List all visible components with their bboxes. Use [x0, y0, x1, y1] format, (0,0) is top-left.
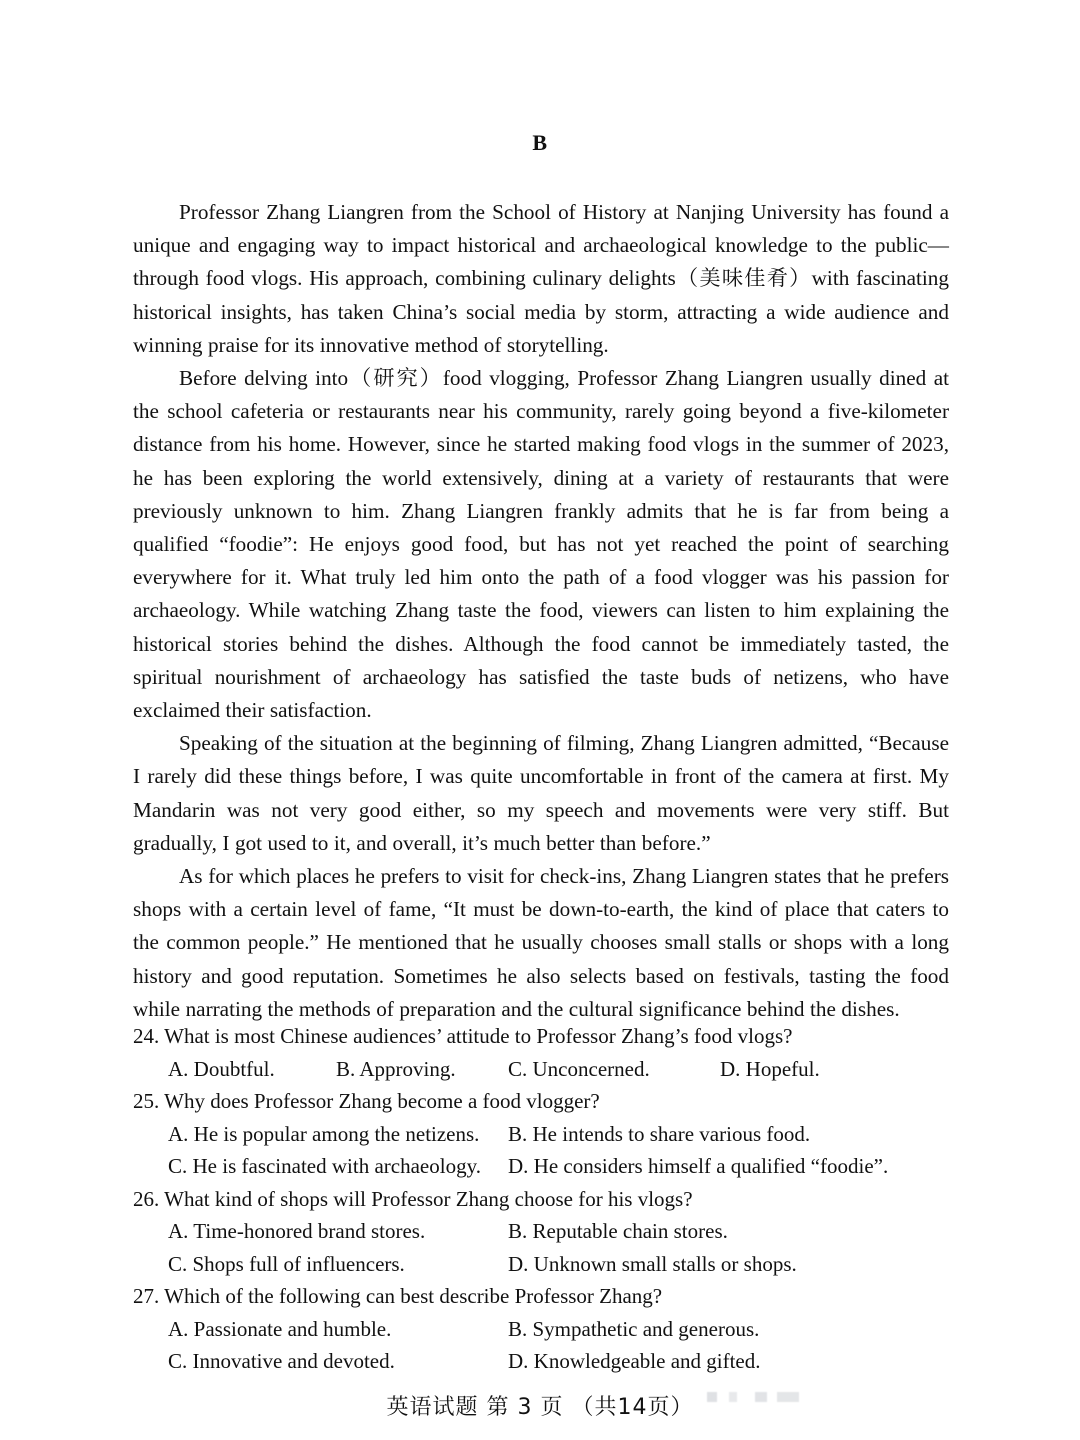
option-row: [133, 1118, 949, 1151]
option-b[interactable]: B. Reputable chain stores.: [508, 1219, 728, 1243]
scan-artifact: [707, 1392, 799, 1402]
question-item: [133, 1020, 949, 1085]
option-a[interactable]: A. Passionate and humble.: [168, 1316, 392, 1341]
option-c[interactable]: C. Unconcerned.: [508, 1056, 650, 1081]
question-item: [133, 1085, 949, 1183]
passage-paragraph: Speaking of the situation at the beginning of filming, Zhang Liangren admitted, “Because I rarely did these things before, I was quite uncomfortable in front of the camera at first. My Mandarin was not very good either, so my speech and movements were very stiff. But gradually, I got used to it, and overall, it’s much better than before.”: [133, 731, 949, 855]
option-a[interactable]: A. Doubtful.: [168, 1056, 275, 1081]
option-b[interactable]: B. Approving.: [336, 1056, 456, 1081]
option-b[interactable]: B. He intends to share various food.: [508, 1121, 811, 1146]
option-d[interactable]: D. He considers himself a qualified “foodie”.: [508, 1154, 889, 1178]
reading-passage: [133, 196, 949, 1026]
passage-paragraph: As for which places he prefers to visit for check-ins, Zhang Liangren states that he prefers shops with a certain level of fame, “It must be down-to-earth, the kind of place that caters to the common people.” He mentioned that he usually chooses small stalls or shops with a long history and good reputation. Sometimes he also selects based on festivals, tasting the food while narrating the methods of preparation and the cultural significance behind the dishes.: [133, 864, 949, 1021]
question-stem: 25. Why does Professor Zhang become a food vlogger?: [133, 1089, 600, 1113]
option-b[interactable]: B. Sympathetic and generous.: [508, 1316, 760, 1341]
option-d[interactable]: D. Knowledgeable and gifted.: [508, 1349, 761, 1373]
option-row: [133, 1215, 949, 1248]
option-row: [133, 1313, 949, 1346]
option-c[interactable]: C. Innovative and devoted.: [168, 1349, 395, 1373]
option-row: [133, 1053, 949, 1086]
page-footer: [0, 1390, 1080, 1421]
question-stem: 24. What is most Chinese audiences’ attitude to Professor Zhang’s food vlogs?: [133, 1024, 793, 1048]
option-c[interactable]: C. He is fascinated with archaeology.: [168, 1154, 481, 1178]
option-row: [133, 1150, 949, 1183]
question-list: [133, 1020, 949, 1378]
question-item: [133, 1280, 949, 1378]
option-d[interactable]: D. Hopeful.: [720, 1056, 820, 1081]
question-stem: 27. Which of the following can best describe Professor Zhang?: [133, 1284, 663, 1308]
option-d[interactable]: D. Unknown small stalls or shops.: [508, 1251, 797, 1276]
option-row: [133, 1345, 949, 1378]
option-c[interactable]: C. Shops full of influencers.: [168, 1251, 405, 1276]
footer-page-label: 英语试题 第 3 页 （共14页）: [386, 1395, 694, 1420]
section-heading: B: [532, 130, 548, 155]
question-stem: 26. What kind of shops will Professor Zhang choose for his vlogs?: [133, 1186, 693, 1211]
option-row: [133, 1248, 949, 1281]
option-a[interactable]: A. He is popular among the netizens.: [168, 1121, 480, 1146]
passage-paragraph: Before delving into（研究）food vlogging, Professor Zhang Liangren usually dined at the school cafeteria or restaurants near his community, rarely going beyond a five-kilometer distance from his home. However, since he started making food vlogs in the summer of 2023, he has been exploring the world extensively, dining at a variety of restaurants that were previously unknown to him. Zhang Liangren frankly admits that he is far from being a qualified “foodie”: He enjoys good food, but has not yet reached the point of searching everywhere for it. What truly led him onto the path of a food vlogger was his passion for archaeology. While watching Zhang taste the food, viewers can listen to him explaining the historical stories behind the dishes. Although the food cannot be immediately tasted, the spiritual nourishment of archaeology has satisfied the taste buds of netizens, who have exclaimed their satisfaction.: [133, 366, 949, 723]
passage-paragraph: Professor Zhang Liangren from the School of History at Nanjing University has found a unique and engaging way to impact historical and archaeological knowledge to the public—through food vlogs. His approach, combining culinary delights（美味佳肴）with fascinating historical insights, has taken China’s social media by storm, attracting a wide audience and winning praise for its innovative method of storytelling.: [133, 200, 949, 357]
option-a[interactable]: A. Time-honored brand stores.: [168, 1219, 426, 1243]
question-item: [133, 1183, 949, 1281]
